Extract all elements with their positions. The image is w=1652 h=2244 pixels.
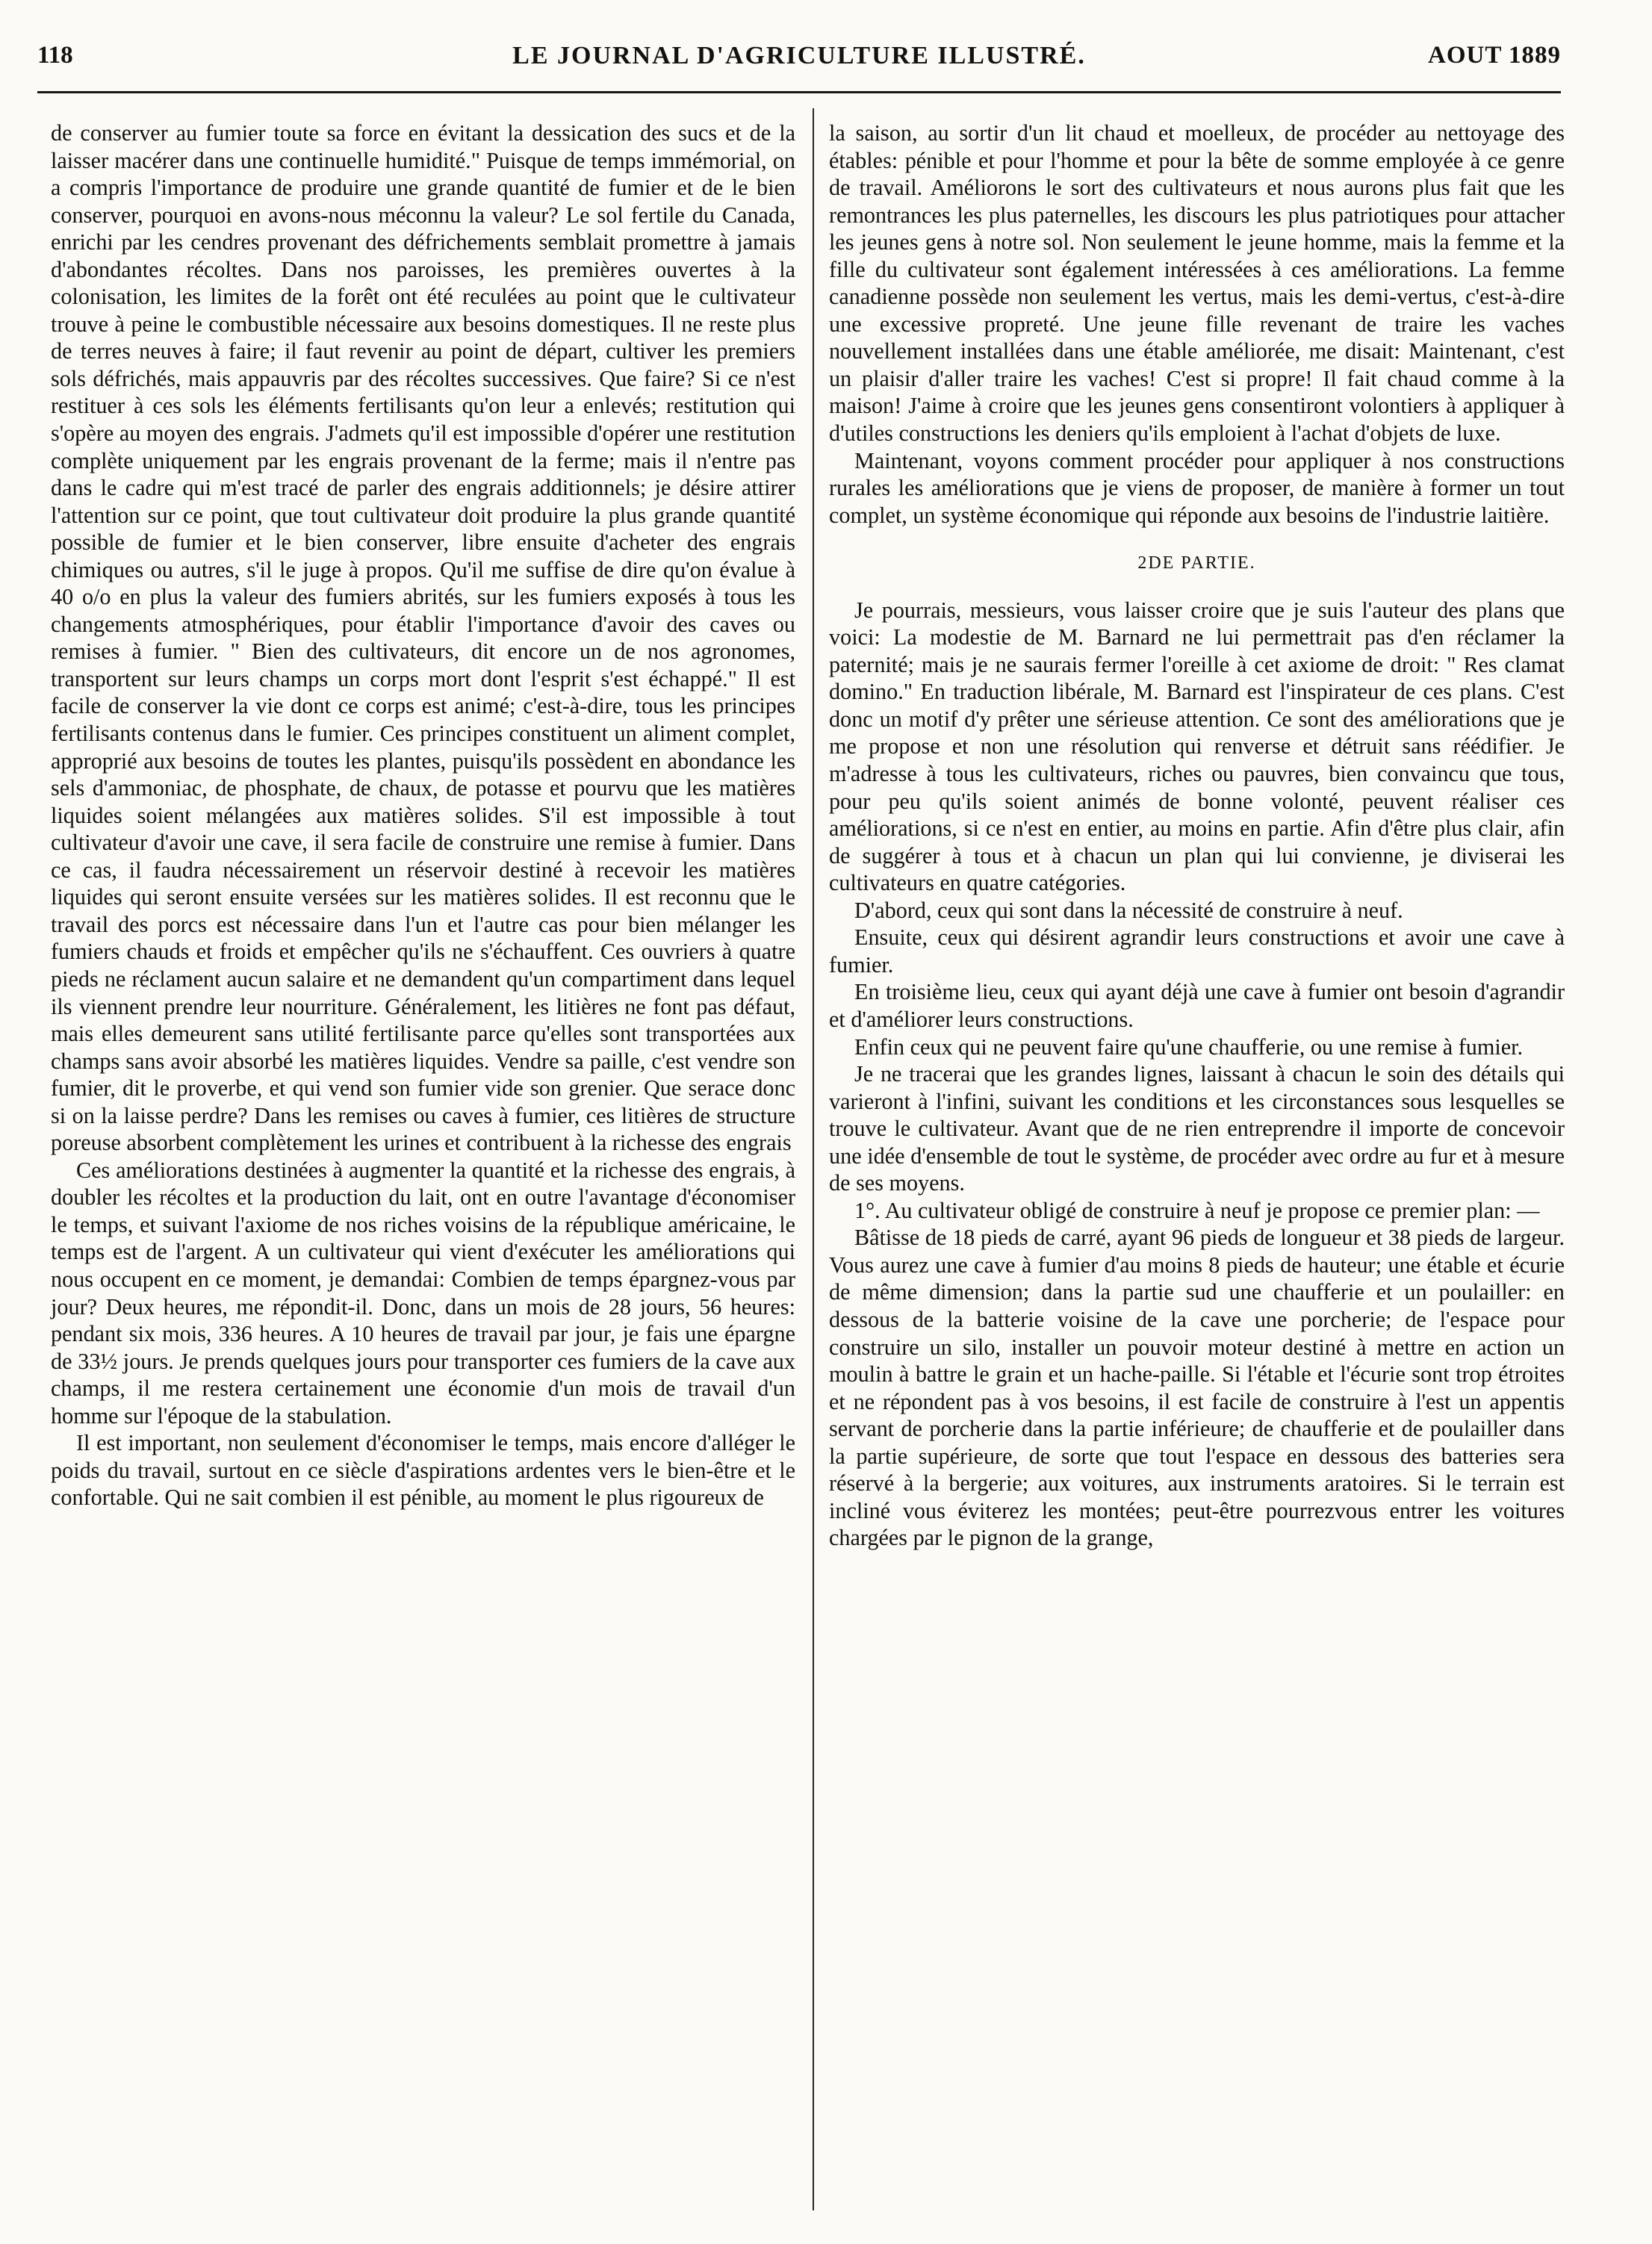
left-column <box>51 119 795 1511</box>
section-heading: 2DE PARTIE. <box>1137 553 1256 574</box>
right-paragraph-10: Bâtisse de 18 pieds de carré, ayant 96 pieds de longueur et 38 pieds de largeur. Vous aurez une cave à fumier d'au moins 8 pieds de hauteur; une étable et écurie de même dimension; dans la partie sud une chaufferie et un poulailler: en dessous de la batterie voisine de la cave une porcherie; de l'espace pour construire un silo, installer un pouvoir moteur destiné à mettre en action un moulin à battre le grain et un hache-paille. Si l'étable et l'écurie sont trop étroites et ne répondent pas à vos besoins, il est facile de construire à l'est un appentis servant de porcherie dans la partie inférieure; de chaufferie et de poulailler dans la partie supérieure, de sorte que tout l'espace en dessous des batteries sera réservé à la bergerie; aux voitures, aux instruments aratoires. Si le terrain est incliné vous éviterez les montées; peut-être pourrezvous entrer les voitures chargées par le pignon de la grange, <box>829 1225 1565 1551</box>
left-paragraph-3: Il est important, non seulement d'économiser le temps, mais encore d'alléger le poids du travail, surtout en ce siècle d'aspirations ardentes vers le bien-être et le confortable. Qui ne sait combien il est pénible, au moment le plus rigoureux de <box>51 1430 795 1511</box>
left-paragraph-1: de conserver au fumier toute sa force en évitant la dessication des sucs et de la laisser macérer dans une continuelle humidité." Puisque de temps immémorial, on a compris l'importance de produire une grande quantité de fumier et de le bien conserver, pourquoi en avons-nous méconnu la valeur? Le sol fertile du Canada, enrichi par les cendres provenant des défrichements semblait promettre à jamais d'abondantes récoltes. Dans nos paroisses, les premières ouvertes à la colonisation, les limites de la forêt ont été reculées au point que le cultivateur trouve à peine le combustible nécessaire aux besoins domestiques. Il ne reste plus de terres neuves à faire; il faut revenir au point de départ, cultiver les premiers sols défrichés, mais appauvris par des récoltes successives. Que faire? Si ce n'est restituer à ces sols les éléments fertilisants qu'on leur a enlevés; restitution qui s'opère au moyen des engrais. J'admets qu'il est impossible d'opérer une restitution complète uniquement par les engrais provenant de la ferme; mais il n'entre pas dans le cadre qui m'est tracé de parler des engrais additionnels; je désire attirer l'attention sur ce point, que tout cultivateur doit produire la plus grande quantité possible de fumier et le bien conserver, libre ensuite d'acheter des engrais chimiques ou autres, s'il le juge à propos. Qu'il me suffise de dire qu'on évalue à 40 o/o en plus la valeur des fumiers abrités, sur les fumiers exposés à tous les changements atmosphériques, pour établir l'importance d'avoir des caves ou remises à fumier. " Bien des cultivateurs, dit encore un de nos agronomes, transportent sur leurs champs un corps mort dont l'esprit s'est échappé." Il est facile de conserver la vie dont ce corps est animé; c'est-à-dire, tous les principes fertilisants contenus dans le fumier. Ces principes constituent un aliment complet, approprié aux besoins de toutes les plantes, puisqu'ils possèdent en abondance les sels d'ammoniac, de phosphate, de chaux, de potasse et pourvu que les matières liquides soient mélangées aux matières solides. S'il est impossible à tout cultivateur d'avoir une cave, il sera facile de construire une remise à fumier. Dans ce cas, il faudra nécessairement un réservoir destiné à recevoir les matières liquides qui seront ensuite versées sur les matières solides. Il est reconnu que le travail des porcs est nécessaire dans l'un et l'autre cas pour bien mélanger les fumiers chauds et froids et empêcher qu'ils ne s'échauffent. Ces ouvriers à quatre pieds ne réclament aucun salaire et ne demandent qu'un compartiment dans lequel ils viennent prendre leur nourriture. Généralement, les litières ne font pas défaut, mais elles demeurent sans utilité fertilisante parce qu'elles sont transportées aux champs sans avoir absorbé les matières liquides. Vendre sa paille, c'est vendre son fumier, dit le proverbe, et qui vend son fumier vide son grenier. Que serace donc si on la laisse perdre? Dans les remises ou caves à fumier, ces litières de structure poreuse absorbent complètement les urines et contribuent à la richesse des engrais <box>51 120 795 1156</box>
right-paragraph-8: Je ne tracerai que les grandes lignes, laissant à chacun le soin des détails qui varieront à l'infini, suivant les conditions et les circonstances sous lesquelles se trouve le cultivateur. Avant que de ne rien entreprendre il importe de concevoir une idée d'ensemble de tout le système, de procéder avec ordre au fur et à mesure de ses moyens. <box>829 1061 1565 1196</box>
right-paragraph-7: Enfin ceux qui ne peuvent faire qu'une chaufferie, ou une remise à fumier. <box>854 1034 1524 1060</box>
right-paragraph-9: 1°. Au cultivateur obligé de construire à neuf je propose ce premier plan: — <box>854 1197 1540 1223</box>
right-paragraph-2: Maintenant, voyons comment procéder pour appliquer à nos constructions rurales les améliorations que je viens de proposer, de manière à former un tout complet, un système économique qui réponde aux besoins de l'industrie laitière. <box>829 447 1565 528</box>
issue-date: AOUT 1889 <box>1428 42 1561 69</box>
page-number: 118 <box>37 42 73 69</box>
column-divider <box>813 108 814 2210</box>
right-paragraph-3: Je pourrais, messieurs, vous laisser croire que je suis l'auteur des plans que voici: La modestie de M. Barnard ne lui permettrait pas d'en réclamer la paternité; mais je ne saurais fermer l'oreille à cet axiome de droit: " Res clamat domino." En traduction libérale, M. Barnard est l'inspirateur de ces plans. C'est donc un motif d'y prêter une sérieuse attention. Ce sont des améliorations que je me propose et non une résolution qui renverse et détruit sans réédifier. Je m'adresse à tous les cultivateurs, riches ou pauvres, bien convaincu que tous, pour peu qu'ils soient animés de bonne volonté, peuvent réaliser ces améliorations, si ce n'est en entier, au moins en partie. Afin d'être plus clair, afin de suggérer à tous et à chacun un plan qui lui convienne, je diviserai les cultivateurs en quatre catégories. <box>829 597 1565 896</box>
right-paragraph-6: En troisième lieu, ceux qui ayant déjà une cave à fumier ont besoin d'agrandir et d'améliorer leurs constructions. <box>829 979 1565 1032</box>
right-paragraph-5: Ensuite, ceux qui désirent agrandir leurs constructions et avoir une cave à fumier. <box>829 924 1565 978</box>
journal-title: LE JOURNAL D'AGRICULTURE ILLUSTRÉ. <box>512 42 1086 69</box>
page-header <box>37 42 1561 79</box>
right-paragraph-4: D'abord, ceux qui sont dans la nécessité de construire à neuf. <box>854 897 1403 923</box>
right-paragraph-1: la saison, au sortir d'un lit chaud et moelleux, de procéder au nettoyage des étables: pénible et pour l'homme et pour la bête de somme employée à ce genre de travail. Améliorons le sort des cultivateurs et nous aurons plus fait que les remontrances les plus paternelles, les discours les plus patriotiques pour attacher les jeunes gens à notre sol. Non seulement le jeune homme, mais la femme et la fille du cultivateur sont également intéressées à ces améliorations. La femme canadienne possède non seulement les vertus, mais les demi-vertus, c'est-à-dire une excessive propreté. Une jeune fille revenant de traire les vaches nouvellement installées dans une étable améliorée, me disait: Maintenant, c'est un plaisir d'aller traire les vaches! C'est si propre! Il fait chaud comme à la maison! J'aime à croire que les jeunes gens consentiront volontiers à appliquer à d'utiles constructions les deniers qu'ils emploient à l'achat d'objets de luxe. <box>829 120 1565 447</box>
right-column <box>829 119 1565 1552</box>
header-rule <box>37 91 1561 93</box>
left-paragraph-2: Ces améliorations destinées à augmenter la quantité et la richesse des engrais, à doubler les récoltes et la production du lait, ont en outre l'avantage d'économiser le temps, et suivant l'axiome de nos riches voisins de la république américaine, le temps est de l'argent. A un cultivateur qui vient d'exécuter les améliorations qui nous occupent en ce moment, je demandai: Combien de temps épargnez-vous par jour? Deux heures, me répondit-il. Donc, dans un mois de 28 jours, 56 heures: pendant six mois, 336 heures. A 10 heures de travail par jour, je fais une épargne de 33½ jours. Je prends quelques jours pour transporter ces fumiers de la cave aux champs, il me restera certainement une économie d'un mois de travail d'un homme sur l'époque de la stabulation. <box>51 1157 795 1429</box>
